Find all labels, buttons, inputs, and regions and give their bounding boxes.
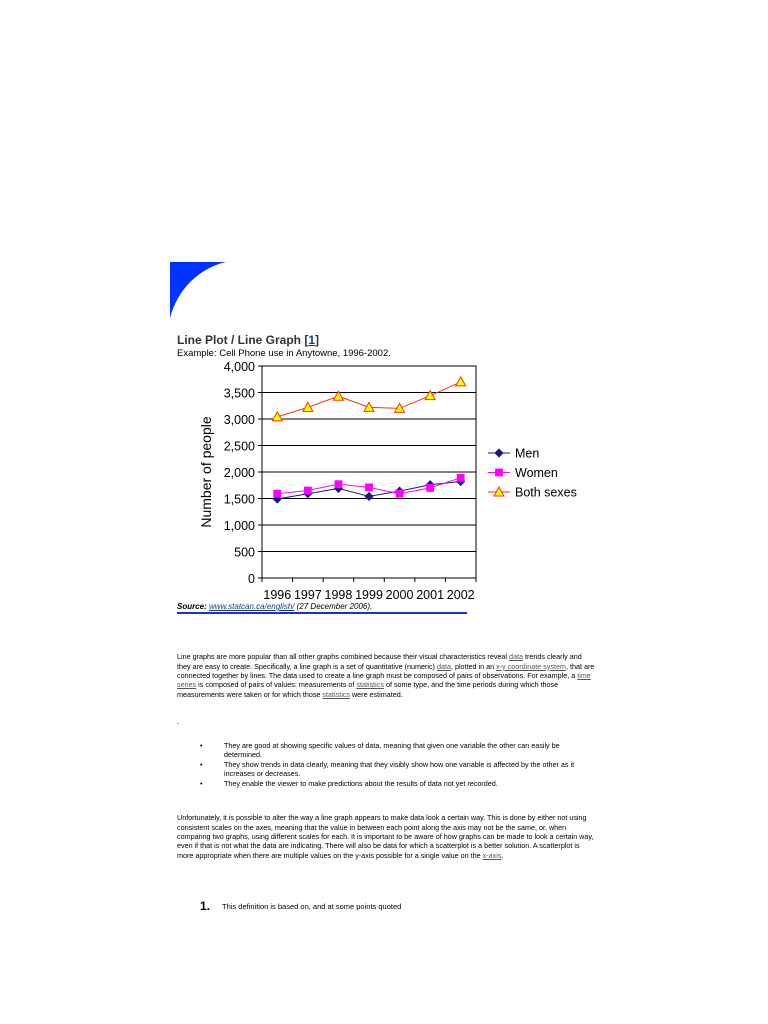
- x-tick-label: 1998: [324, 588, 353, 602]
- legend-label: Men: [515, 446, 540, 461]
- advantages-list: [200, 741, 595, 788]
- y-axis-label: Number of people: [198, 416, 214, 528]
- y-tick-label: 0: [248, 572, 255, 586]
- link-statistics-2[interactable]: statistics: [322, 689, 350, 699]
- link-statistics[interactable]: statistics: [356, 680, 384, 690]
- x-tick-label: 2002: [446, 588, 475, 602]
- data-point: [272, 412, 282, 421]
- legend-label: Both sexes: [515, 485, 577, 500]
- legend-label: Women: [515, 466, 558, 480]
- y-tick-label: 4,000: [223, 360, 255, 374]
- y-tick-label: 1,500: [223, 492, 255, 507]
- data-point: [396, 490, 403, 497]
- heading-close: ]: [315, 333, 320, 347]
- data-point: [427, 484, 434, 491]
- blue-corner-graphic: [170, 262, 226, 318]
- paragraph-line-graphs: Line graphs are more popular than all other graphs combined because their visual characteristics reveal data trends clearly and they are easy to create. Specifically, a line graph is a set of quantitative (numeric) data, plotted in an x-y coordinate system, that are connected together by lines. The data used to create a line graph must be composed of pairs of observations. For example, a time series is composed of pairs of values: measurements of statistics of some type, and the time periods during which those measurements were taken or for which those statistics were estimated.: [177, 652, 595, 699]
- heading-title: Line Plot / Line Graph [: [177, 333, 309, 347]
- footnote-ref-link[interactable]: 1: [308, 333, 316, 347]
- list-item: • They enable the viewer to make predictions about the results of data not yet recorded.: [200, 779, 595, 788]
- data-point: [304, 487, 311, 494]
- list-item: • They show trends in data clearly, meaning that they visibly show how one variable is affected by the other as it increases or decreases.: [200, 760, 595, 779]
- blue-corner-shape: [170, 262, 226, 318]
- source-divider: [177, 612, 467, 614]
- y-tick-label: 1,000: [223, 519, 255, 533]
- x-tick-label: 2000: [385, 588, 414, 602]
- footnote-number: 1.: [200, 899, 211, 913]
- list-item: • They are good at showing specific values of data, meaning that given one variable the other can easily be determined.: [200, 741, 595, 760]
- stray-period: .: [177, 717, 180, 726]
- x-tick-label: 1997: [293, 588, 322, 602]
- data-point: [456, 377, 466, 386]
- y-tick-label: 2,500: [223, 439, 255, 454]
- x-tick-label: 1999: [355, 588, 383, 602]
- data-point: [365, 492, 373, 500]
- data-point: [457, 474, 464, 481]
- data-point: [303, 402, 313, 411]
- y-tick-label: 2,000: [223, 466, 255, 480]
- link-data[interactable]: data: [509, 652, 524, 662]
- section-heading: [177, 333, 319, 347]
- footnote: [200, 897, 401, 915]
- source-date: (27 December 2006).: [296, 602, 373, 611]
- data-point: [366, 484, 373, 491]
- y-tick-label: 3,000: [223, 413, 255, 427]
- y-tick-label: 3,500: [223, 386, 255, 401]
- link-data-2[interactable]: data: [436, 661, 451, 671]
- link-x-axis[interactable]: x-axis: [482, 850, 502, 860]
- link-xy-coordinate-system[interactable]: x-y coordinate system: [496, 661, 567, 671]
- data-point: [335, 481, 342, 488]
- source-link[interactable]: www.statcan.ca/english/: [209, 602, 295, 611]
- x-tick-label: 1996: [263, 588, 292, 602]
- line-chart: [190, 356, 590, 606]
- footnote-text: This definition is based on, and at some points quoted: [222, 902, 402, 911]
- legend-marker: [495, 449, 503, 457]
- link-time-series[interactable]: time series: [177, 671, 591, 690]
- paragraph-unfortunately: Unfortunately, it is possible to alter the way a line graph appears to make data look a certain way. This is done by either not using consistent scales on the axes, meaning that the value in between each point along the axis may not be the same, or, when comparing two graphs, using different scales for each. It is important to be aware of how graphs can be made to look a certain way, even if that is not what the data are indicating. There will also be data for which a scatterplot is a better solution. A scatterplot is more appropriate when there are multiple values on the y-axis possible for a single value on the x-axis.: [177, 813, 594, 860]
- source-label: Source:: [177, 602, 207, 611]
- y-tick-label: 500: [234, 545, 255, 560]
- x-tick-label: 2001: [416, 588, 445, 602]
- chart-caption: Example: Cell Phone use in Anytowne, 1996-2002.: [177, 348, 391, 359]
- source-line: [177, 602, 372, 611]
- data-point: [364, 402, 374, 411]
- data-point: [274, 490, 281, 497]
- legend-marker: [496, 469, 503, 476]
